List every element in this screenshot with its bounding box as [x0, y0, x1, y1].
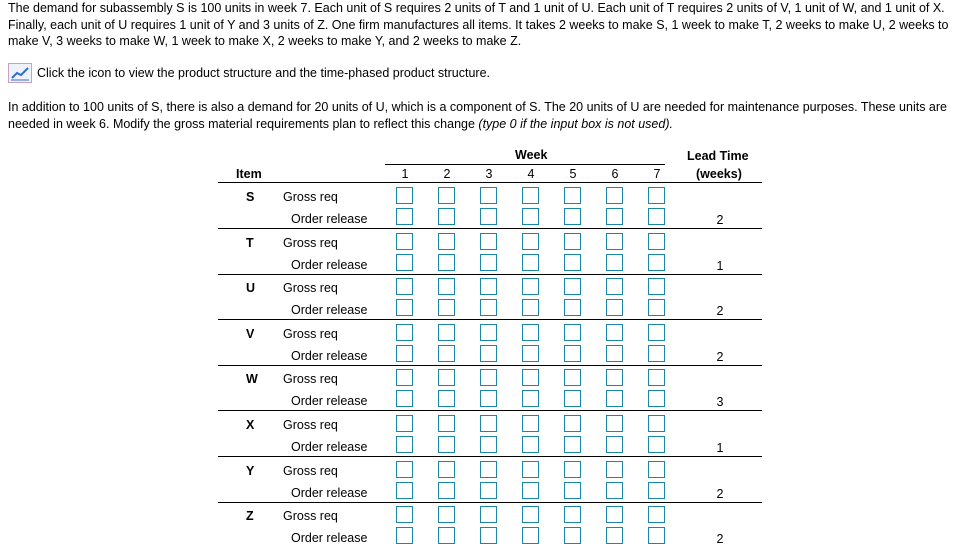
order-release-input-u-wk5[interactable]	[564, 299, 581, 316]
gross-req-input-v-wk5[interactable]	[564, 324, 581, 341]
gross-req-input-v-wk6[interactable]	[606, 324, 623, 341]
week-number-5: 5	[569, 167, 577, 181]
gross-req-input-s-wk5[interactable]	[564, 187, 581, 204]
gross-req-input-y-wk3[interactable]	[480, 461, 497, 478]
order-release-input-v-wk5[interactable]	[564, 345, 581, 362]
order-release-input-w-wk5[interactable]	[564, 390, 581, 407]
order-release-input-t-wk5[interactable]	[564, 254, 581, 271]
week-number-6: 6	[611, 167, 619, 181]
gross-req-input-x-wk3[interactable]	[480, 415, 497, 432]
order-release-input-y-wk7[interactable]	[648, 482, 665, 499]
gross-req-input-v-wk1[interactable]	[396, 324, 413, 341]
order-release-input-t-wk6[interactable]	[606, 254, 623, 271]
lead-time-header: Lead Time	[687, 149, 749, 163]
order-release-input-w-wk7[interactable]	[648, 390, 665, 407]
row-separator	[218, 502, 762, 503]
order-release-input-t-wk7[interactable]	[648, 254, 665, 271]
gross-req-input-s-wk1[interactable]	[396, 187, 413, 204]
gross-req-input-t-wk3[interactable]	[480, 233, 497, 250]
gross-req-input-v-wk3[interactable]	[480, 324, 497, 341]
order-release-input-u-wk6[interactable]	[606, 299, 623, 316]
order-release-input-s-wk6[interactable]	[606, 208, 623, 225]
item-code-w: W	[246, 372, 258, 387]
order-release-input-t-wk1[interactable]	[396, 254, 413, 271]
gross-req-input-z-wk1[interactable]	[396, 506, 413, 523]
order-release-input-u-wk3[interactable]	[480, 299, 497, 316]
item-code-y: Y	[246, 463, 255, 478]
order-release-input-x-wk2[interactable]	[438, 436, 455, 453]
gross-req-input-u-wk3[interactable]	[480, 278, 497, 295]
order-release-label: Order release	[291, 303, 368, 318]
gross-req-input-u-wk5[interactable]	[564, 278, 581, 295]
order-release-label: Order release	[291, 257, 368, 272]
gross-req-input-u-wk6[interactable]	[606, 278, 623, 295]
gross-req-input-w-wk6[interactable]	[606, 369, 623, 386]
order-release-input-x-wk6[interactable]	[606, 436, 623, 453]
order-release-input-s-wk3[interactable]	[480, 208, 497, 225]
lead-time-v: 2	[716, 349, 724, 364]
order-release-input-t-wk3[interactable]	[480, 254, 497, 271]
row-separator	[218, 410, 762, 411]
gross-req-input-v-wk4[interactable]	[522, 324, 539, 341]
gross-req-input-u-wk2[interactable]	[438, 278, 455, 295]
gross-req-input-w-wk5[interactable]	[564, 369, 581, 386]
gross-req-input-z-wk6[interactable]	[606, 506, 623, 523]
order-release-input-t-wk2[interactable]	[438, 254, 455, 271]
problem-paragraph-1: The demand for subassembly S is 100 units in week 7. Each unit of S requires 2 units of T and 1 unit of U. Each unit of T requires 2 units of V, 1 unit of W, and 1 unit of X. Finally, each unit of U requires 1 unit of Y and 3 units of Z. One firm manufactures all items. It takes 2 weeks to make S, 1 week to make T, 2 weeks to make U, 2 weeks to make V, 3 weeks to make W, 1 week to make X, 2 weeks to make Y, and 2 weeks to make Z.	[8, 1, 949, 48]
mrp-table	[218, 0, 762, 546]
order-release-input-z-wk6[interactable]	[606, 527, 623, 544]
gross-req-input-s-wk6[interactable]	[606, 187, 623, 204]
week-header: Week	[515, 148, 548, 162]
order-release-input-y-wk6[interactable]	[606, 482, 623, 499]
row-separator	[218, 228, 762, 229]
order-release-input-x-wk5[interactable]	[564, 436, 581, 453]
order-release-input-s-wk4[interactable]	[522, 208, 539, 225]
gross-req-label: Gross req	[283, 509, 338, 524]
gross-req-input-w-wk3[interactable]	[480, 369, 497, 386]
week-number-1: 1	[401, 167, 409, 181]
gross-req-input-y-wk2[interactable]	[438, 461, 455, 478]
order-release-input-u-wk7[interactable]	[648, 299, 665, 316]
gross-req-label: Gross req	[283, 190, 338, 204]
gross-req-label: Gross req	[283, 463, 338, 478]
line-chart-icon[interactable]	[8, 63, 32, 83]
order-release-input-v-wk3[interactable]	[480, 345, 497, 362]
gross-req-input-w-wk7[interactable]	[648, 369, 665, 386]
header-bottom-rule	[218, 182, 762, 183]
order-release-label: Order release	[291, 348, 368, 363]
gross-req-input-v-wk7[interactable]	[648, 324, 665, 341]
gross-req-input-v-wk2[interactable]	[438, 324, 455, 341]
lead-time-x: 1	[716, 441, 724, 455]
item-code-x: X	[246, 418, 255, 432]
order-release-input-v-wk4[interactable]	[522, 345, 539, 362]
gross-req-input-y-wk6[interactable]	[606, 461, 623, 478]
gross-req-input-z-wk3[interactable]	[480, 506, 497, 523]
gross-req-input-s-wk7[interactable]	[648, 187, 665, 204]
gross-req-input-t-wk6[interactable]	[606, 233, 623, 250]
order-release-input-w-wk3[interactable]	[480, 390, 497, 407]
order-release-input-z-wk2[interactable]	[438, 527, 455, 544]
gross-req-input-x-wk5[interactable]	[564, 415, 581, 432]
gross-req-input-u-wk4[interactable]	[522, 278, 539, 295]
item-code-z: Z	[246, 509, 254, 524]
order-release-input-y-wk5[interactable]	[564, 482, 581, 499]
gross-req-input-x-wk4[interactable]	[522, 415, 539, 432]
gross-req-input-t-wk5[interactable]	[564, 233, 581, 250]
gross-req-input-t-wk7[interactable]	[648, 233, 665, 250]
order-release-label: Order release	[291, 531, 368, 546]
gross-req-input-t-wk4[interactable]	[522, 233, 539, 250]
week-number-4: 4	[527, 167, 535, 181]
problem-paragraph-2-text: In addition to 100 units of S, there is also a demand for 20 units of U, which is a component of S. The 20 units of U are needed for maintenance purposes. These units are needed in week 6. Modify the gross material requirements plan to reflect this change	[8, 100, 947, 131]
item-code-v: V	[246, 326, 255, 341]
order-release-input-w-wk1[interactable]	[396, 390, 413, 407]
week-number-7: 7	[653, 167, 661, 181]
order-release-input-y-wk1[interactable]	[396, 482, 413, 499]
gross-req-input-z-wk4[interactable]	[522, 506, 539, 523]
order-release-input-v-wk2[interactable]	[438, 345, 455, 362]
order-release-input-w-wk4[interactable]	[522, 390, 539, 407]
order-release-input-z-wk1[interactable]	[396, 527, 413, 544]
gross-req-label: Gross req	[283, 326, 338, 341]
input-note: (type 0 if the input box is not used).	[478, 116, 673, 131]
row-separator	[218, 319, 762, 320]
order-release-input-w-wk2[interactable]	[438, 390, 455, 407]
order-release-input-v-wk6[interactable]	[606, 345, 623, 362]
icon-instruction: Click the icon to view the product structure and the time-phased product structure.	[37, 66, 491, 80]
lead-time-s: 2	[716, 213, 724, 227]
order-release-input-s-wk7[interactable]	[648, 208, 665, 225]
gross-req-input-w-wk1[interactable]	[396, 369, 413, 386]
order-release-input-x-wk4[interactable]	[522, 436, 539, 453]
order-release-input-z-wk3[interactable]	[480, 527, 497, 544]
order-release-input-u-wk4[interactable]	[522, 299, 539, 316]
gross-req-input-y-wk4[interactable]	[522, 461, 539, 478]
gross-req-label: Gross req	[283, 281, 338, 296]
gross-req-label: Gross req	[283, 372, 338, 387]
order-release-input-s-wk5[interactable]	[564, 208, 581, 225]
order-release-input-y-wk4[interactable]	[522, 482, 539, 499]
item-header: Item	[236, 167, 262, 181]
order-release-label: Order release	[291, 212, 368, 226]
gross-req-input-s-wk4[interactable]	[522, 187, 539, 204]
gross-req-input-s-wk2[interactable]	[438, 187, 455, 204]
order-release-input-u-wk2[interactable]	[438, 299, 455, 316]
gross-req-input-y-wk7[interactable]	[648, 461, 665, 478]
lead-time-header-unit: (weeks)	[696, 167, 742, 181]
lead-time-u: 2	[716, 304, 724, 319]
item-code-s: S	[246, 190, 255, 204]
order-release-input-x-wk1[interactable]	[396, 436, 413, 453]
order-release-input-y-wk3[interactable]	[480, 482, 497, 499]
order-release-input-z-wk4[interactable]	[522, 527, 539, 544]
week-header-underline	[385, 164, 665, 165]
week-number-3: 3	[485, 167, 493, 181]
row-separator	[218, 456, 762, 457]
order-release-input-u-wk1[interactable]	[396, 299, 413, 316]
item-code-u: U	[246, 281, 256, 296]
order-release-input-v-wk1[interactable]	[396, 345, 413, 362]
order-release-label: Order release	[291, 394, 368, 409]
order-release-input-z-wk7[interactable]	[648, 527, 665, 544]
gross-req-input-z-wk2[interactable]	[438, 506, 455, 523]
row-separator	[218, 365, 762, 366]
item-code-t: T	[246, 235, 254, 250]
order-release-label: Order release	[291, 485, 368, 500]
order-release-input-t-wk4[interactable]	[522, 254, 539, 271]
order-release-input-s-wk2[interactable]	[438, 208, 455, 225]
gross-req-input-s-wk3[interactable]	[480, 187, 497, 204]
gross-req-input-t-wk2[interactable]	[438, 233, 455, 250]
lead-time-y: 2	[716, 486, 724, 501]
gross-req-input-y-wk1[interactable]	[396, 461, 413, 478]
gross-req-input-x-wk6[interactable]	[606, 415, 623, 432]
gross-req-input-z-wk5[interactable]	[564, 506, 581, 523]
gross-req-input-u-wk7[interactable]	[648, 278, 665, 295]
order-release-input-y-wk2[interactable]	[438, 482, 455, 499]
gross-req-input-t-wk1[interactable]	[396, 233, 413, 250]
order-release-input-z-wk5[interactable]	[564, 527, 581, 544]
order-release-label: Order release	[291, 440, 368, 454]
gross-req-input-w-wk4[interactable]	[522, 369, 539, 386]
gross-req-input-y-wk5[interactable]	[564, 461, 581, 478]
order-release-input-x-wk3[interactable]	[480, 436, 497, 453]
week-number-2: 2	[443, 167, 451, 181]
lead-time-z: 2	[716, 532, 724, 546]
gross-req-label: Gross req	[283, 418, 338, 432]
gross-req-input-x-wk2[interactable]	[438, 415, 455, 432]
row-separator	[218, 274, 762, 275]
order-release-input-s-wk1[interactable]	[396, 208, 413, 225]
gross-req-input-x-wk1[interactable]	[396, 415, 413, 432]
order-release-input-w-wk6[interactable]	[606, 390, 623, 407]
gross-req-input-w-wk2[interactable]	[438, 369, 455, 386]
gross-req-label: Gross req	[283, 235, 338, 250]
order-release-input-x-wk7[interactable]	[648, 436, 665, 453]
gross-req-input-u-wk1[interactable]	[396, 278, 413, 295]
order-release-input-v-wk7[interactable]	[648, 345, 665, 362]
gross-req-input-z-wk7[interactable]	[648, 506, 665, 523]
gross-req-input-x-wk7[interactable]	[648, 415, 665, 432]
lead-time-w: 3	[716, 395, 724, 410]
lead-time-t: 1	[716, 258, 724, 273]
